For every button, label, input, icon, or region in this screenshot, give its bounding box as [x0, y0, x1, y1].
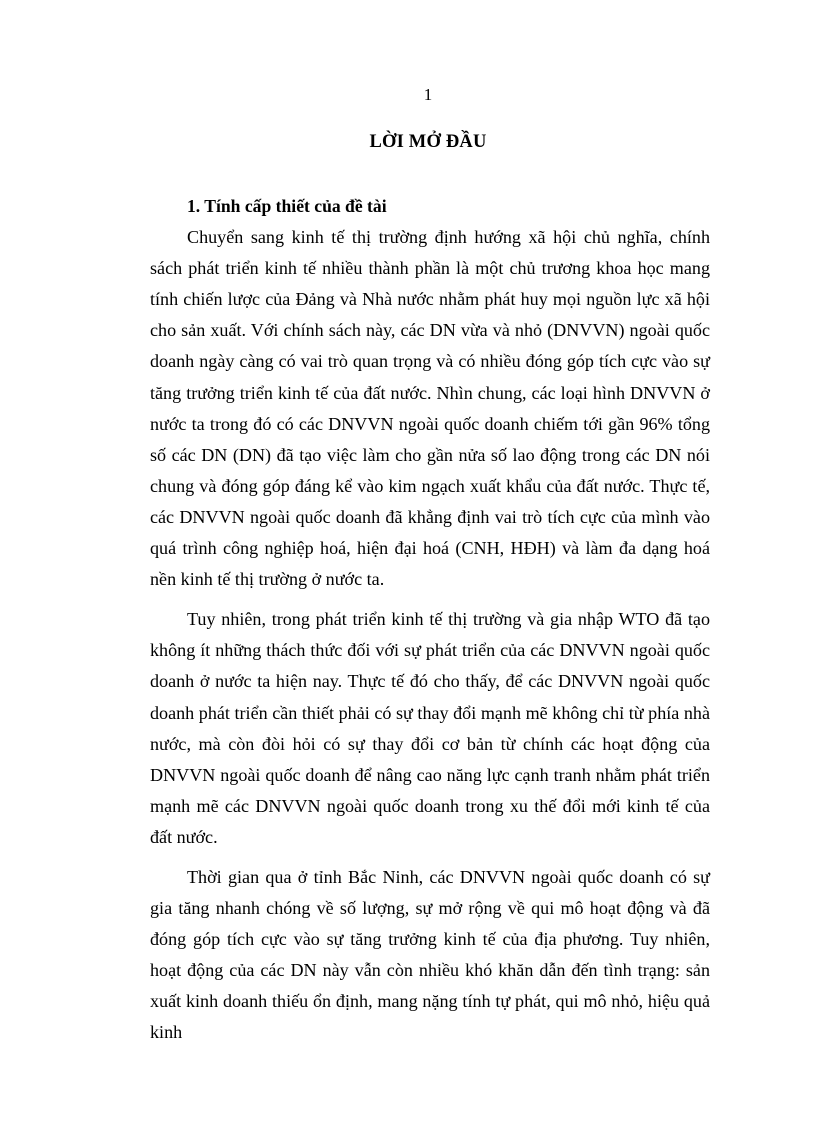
section-heading: 1. Tính cấp thiết của đề tài [187, 196, 387, 216]
page-number: 1 [423, 85, 433, 104]
paragraph-1: Chuyển sang kinh tế thị trường định hướng xã hội chủ nghĩa, chính sách phát triển kinh tế nhiều thành phần là một chủ trương khoa học mang tính chiến lược của Đảng và Nhà nước nhằm phát huy mọi nguồn lực xã hội cho sản xuất. Với chính sách này, các DN vừa và nhỏ (DNVVN) ngoài quốc doanh ngày càng có vai trò quan trọng và có nhiều đóng góp tích cực vào sự tăng trưởng triển kinh tế của đất nước. Nhìn chung, các loại hình DNVVN ở nước ta trong đó có các DNVVN ngoài quốc doanh chiếm tới gần 96% tổng số các DN (DN) đã tạo việc làm cho gần nửa số lao động trong các DN nói chung và đóng góp đáng kể vào kim ngạch xuất khẩu của đất nước. Thực tế, các DNVVN ngoài quốc doanh đã khẳng định vai trò tích cực của mình vào quá trình công nghiệp hoá, hiện đại hoá (CNH, HĐH) và làm đa dạng hoá nền kinh tế thị trường ở nước ta. [150, 227, 710, 590]
document-body [150, 191, 710, 1049]
paragraph-2: Tuy nhiên, trong phát triển kinh tế thị trường và gia nhập WTO đã tạo không ít những thách thức đối với sự phát triển của các DNVVN ngoài quốc doanh ở nước ta hiện nay. Thực tế đó cho thấy, để các DNVVN ngoài quốc doanh phát triển cần thiết phải có sự thay đổi mạnh mẽ không chỉ từ phía nhà nước, mà còn đòi hỏi có sự thay đổi cơ bản từ chính các hoạt động của DNVVN ngoài quốc doanh để nâng cao năng lực cạnh tranh nhằm phát triển mạnh mẽ các DNVVN ngoài quốc doanh trong xu thế đổi mới kinh tế của đất nước. [150, 609, 710, 847]
page-title: LỜI MỞ ĐẦU [369, 132, 487, 152]
paragraph-3: Thời gian qua ở tỉnh Bắc Ninh, các DNVVN ngoài quốc doanh có sự gia tăng nhanh chóng về số lượng, sự mở rộng về qui mô hoạt động và đã đóng góp tích cực vào sự tăng trưởng kinh tế của địa phương. Tuy nhiên, hoạt động của các DN này vẫn còn nhiều khó khăn dẫn đến tình trạng: sản xuất kinh doanh thiếu ổn định, mang nặng tính tự phát, qui mô nhỏ, hiệu quả kinh [150, 866, 710, 1043]
